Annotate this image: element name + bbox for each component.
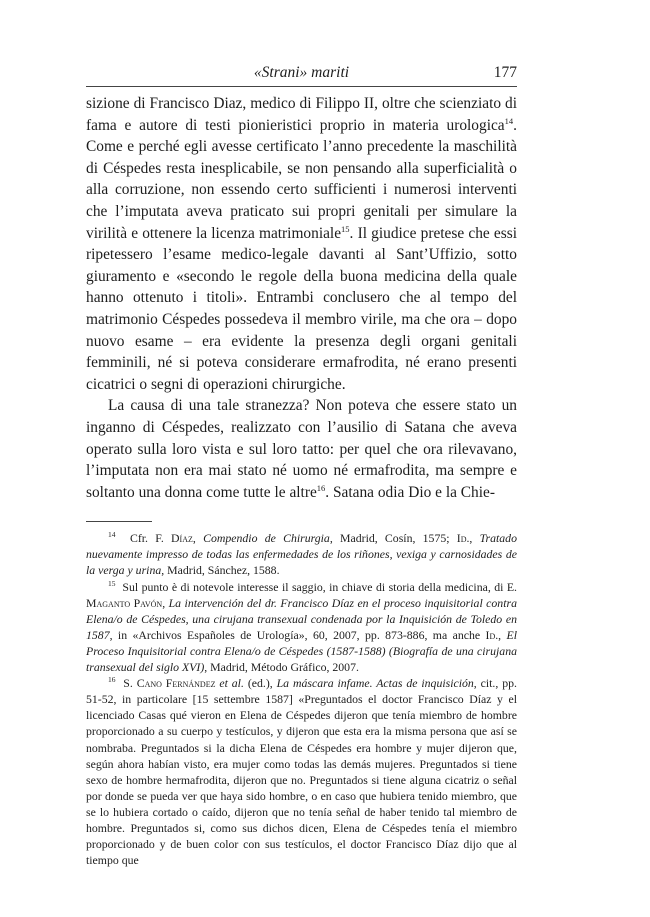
page-header (86, 62, 517, 84)
footnote-15: $^{15}$ Sul punto è di notevole interesse il saggio, in chiave di storia della medicina, di E. Maganto Pavón, La intervención del dr. Francisco Díaz en el proceso inquisitorial contra Elena/o de Céspedes, una cirujana transexual condenada por la Inquisición de Toledo en 1587, in «Archivos Españoles de Urología», 60, 2007, pp. 873-886, ma anche Id., El Proceso Inquisitorial contra Elena/o de Céspedes (1587-1588) (Biografía de una cirujana transexual del siglo XVI), Madrid, Método Gráfico, 2007. (86, 578, 517, 675)
main-text (86, 93, 517, 503)
footnote-separator (86, 521, 152, 522)
footnote-number: 14 (108, 530, 116, 540)
page-number: 177 (493, 64, 517, 81)
book-page (86, 62, 517, 868)
paragraph-1: sizione di Francisco Diaz, medico di Filippo II, oltre che scienziato di fama e autore di testi pionieristici proprio in materia urologica$^{14}$. Come e perché egli avesse certificato l’anno precedente la maschilità di Céspedes resta inesplicabile, se non pensando alla superficialità o alla corruzione, non essendo certo sufficienti i numerosi interventi che l’imputata aveva praticato sui propri genitali per simulare la virilità e ottenere la licenza matrimoniale$^{15}$. Il giudice pretese che essi ripetessero l’esame medico-legale davanti al Sant’Uffizio, sotto giuramento e «secondo le regole della buona medicina della quale hanno ottenuto i titoli». Entrambi conclusero che al tempo del matrimonio Céspedes possedeva il membro virile, ma che ora – dopo nuovo esame – era evidente la presenza degli organi genitali femminili, né si poteva considerare ermafrodita, né erano presenti cicatrici o segni di operazioni chirurgiche. (86, 95, 517, 393)
footnote-16: $^{16}$ S. Cano Fernández et al. (ed.), La máscara infame. Actas de inquisición, cit., pp. 51-52, in particolare [15 settembre 1587] «Preguntados el doctor Francisco Díaz y el licenciado Casas qué vieron en Elena de Céspedes dijeron que tenía miembro de hombre proporcionado a su cuerpo y testículos, y dijeron que esta era la misma persona que así se nombraba. Preguntados si la dicha Elena de Céspedes era hombre y mujer dijeron que, según ahora habían visto, era mujer como todas las demás mujeres. Preguntados si tiene sexo de hombre hermafrodita, dijeron que no. Preguntados si tiene alguna cicatriz o señal por donde se pueda ver que haya sido hombre, o en caso que hubiera tenido miembro, que se lo hubiera cortado o caído, dijeron que no tenía señal de haber tenido tal miembro de hombre. Preguntados si, como sus dichos dicen, Elena de Céspedes tenía el miembro proporcionado y de buen color con sus testículos, el doctor Francisco Díaz dijo que al tiempo que (86, 675, 517, 868)
footnote-ref-15[interactable]: 15 (341, 223, 350, 234)
header-rule (86, 86, 517, 87)
footnote-14: $^{14}$ Cfr. F. Díaz, Compendio de Chirurgia, Madrid, Cosín, 1575; Id., Tratado nuevamente impresso de todas las enfermedades de los riñones, vexiga y carnosidades de la verga y urina, Madrid, Sánchez, 1588. (86, 530, 517, 578)
footnote-ref-16[interactable]: 16 (316, 482, 326, 493)
footnote-number: 16 (108, 675, 116, 685)
footnotes (86, 530, 517, 868)
paragraph-2: La causa di una tale stranezza? Non poteva che essere stato un inganno di Céspedes, realizzato con l’ausilio di Satana che aveva operato sulla loro vista e sul loro tatto: per quel che ora rilevavano, l’imputata non era mai stato né uomo né ermafrodita, ma sempre e soltanto una donna come tutte le altre$^{16}$. Satana odia Dio e la Chie- (86, 397, 517, 501)
footnote-ref-14[interactable]: 14 (504, 115, 514, 126)
footnote-number: 15 (108, 578, 116, 588)
running-title: «Strani» mariti (253, 64, 350, 81)
